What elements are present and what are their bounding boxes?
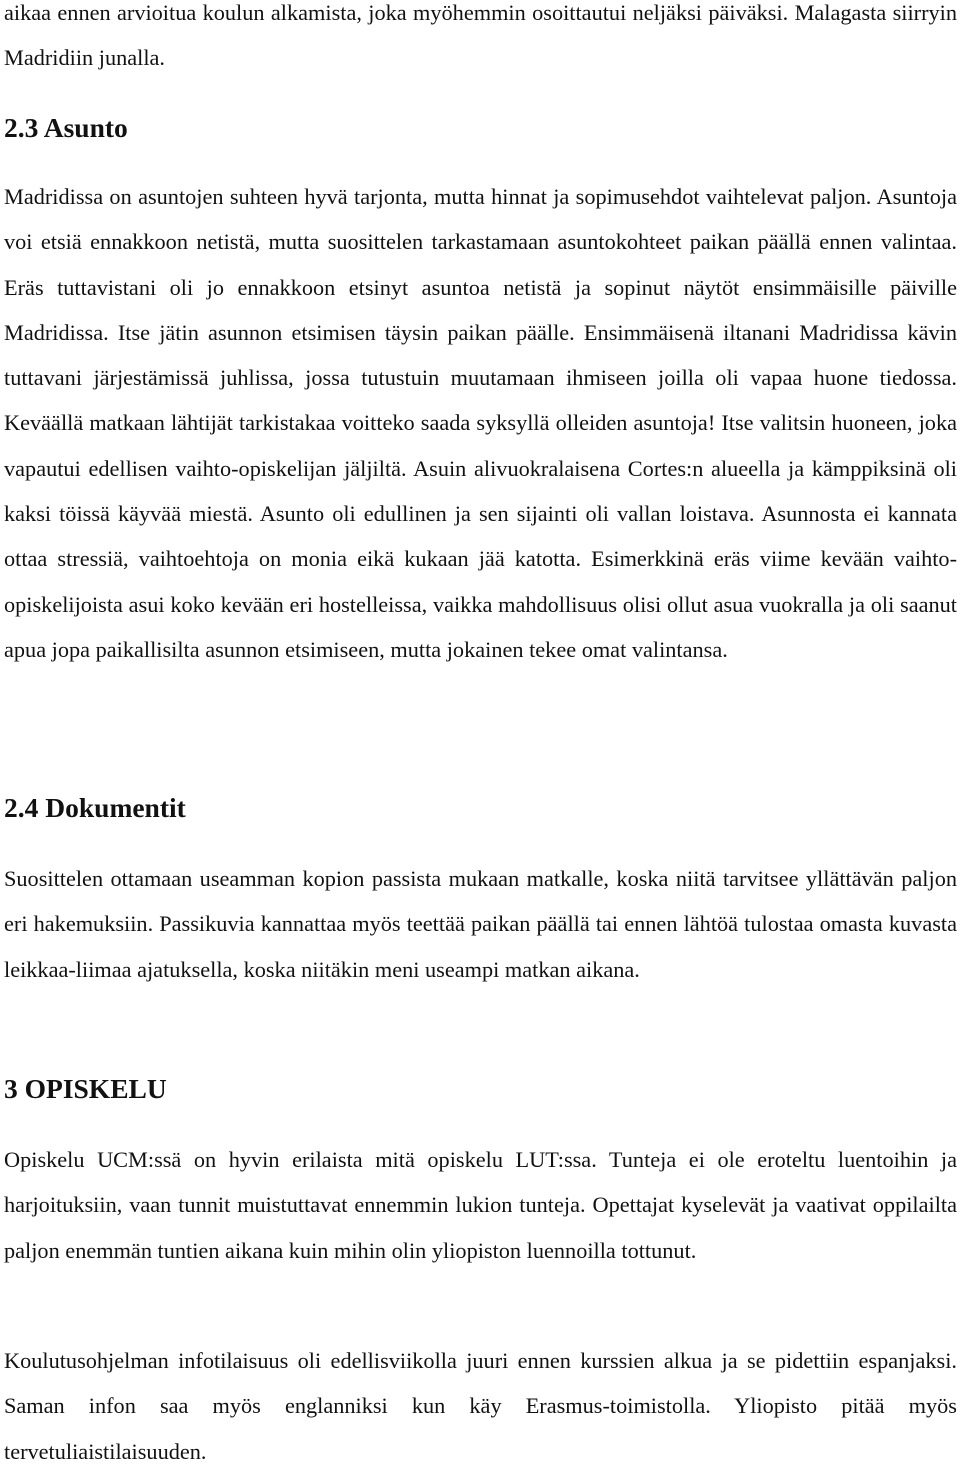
- section-heading-dokumentit: 2.4 Dokumentit: [4, 792, 186, 823]
- section-heading-asunto: 2.3 Asunto: [4, 112, 128, 143]
- section-heading-opiskelu: 3 OPISKELU: [4, 1073, 167, 1104]
- opiskelu-paragraph-2: Koulutusohjelman infotilaisuus oli edellisviikolla juuri ennen kurssien alkua ja se pidettiin espanjaksi. Saman infon saa myös englanniksi kun käy Erasmus-toimistolla. Yliopisto pitää myös tervetuliaistilaisuuden.: [4, 1348, 957, 1464]
- asunto-paragraph: Madridissa on asuntojen suhteen hyvä tarjonta, mutta hinnat ja sopimusehdot vaihtelevat paljon. Asuntoja voi etsiä ennakkoon netistä, mutta suosittelen tarkastamaan asuntokohteet paikan päällä ennen valintaa. Eräs tuttavistani oli jo ennakkoon etsinyt asuntoa netistä ja sopinut näytöt ensimmäisille päiville Madridissa. Itse jätin asunnon etsimisen täysin paikan päälle. Ensimmäisenä iltanani Madridissa kävin tuttavani järjestämissä juhlissa, jossa tutustuin muutamaan ihmiseen joilla oli vapaa huone tiedossa. Keväällä matkaan lähtijät tarkistakaa voitteko saada syksyllä olleiden asuntoja! Itse valitsin huoneen, joka vapautui edellisen vaihto-opiskelijan jäljiltä. Asuin alivuokralaisena Cortes:n alueella ja kämppiksinä oli kaksi töissä käyvää miestä. Asunto oli edullinen ja sen sijainti oli vallan loistava. Asunnosta ei kannata ottaa stressiä, vaihtoehtoja on monia eikä kukaan jää katotta. Esimerkkinä eräs viime kevään vaihto-opiskelijoista asui koko kevään eri hostelleissa, vaikka mahdollisuus olisi ollut asua vuokralla ja oli saanut apua jopa paikallisilta asunnon etsimiseen, mutta jokainen tekee omat valintansa.: [4, 184, 957, 662]
- dokumentit-paragraph: Suosittelen ottamaan useamman kopion passista mukaan matkalle, koska niitä tarvitsee yllättävän paljon eri hakemuksiin. Passikuvia kannattaa myös teettää paikan päällä tai ennen lähtöä tulostaa omasta kuvasta leikkaa-liimaa ajatuksella, koska niitäkin meni useampi matkan aikana.: [4, 866, 957, 982]
- intro-paragraph: aikaa ennen arvioitua koulun alkamista, joka myöhemmin osoittautui neljäksi päiväksi. Malagasta siirryin Madridiin junalla.: [4, 0, 957, 71]
- opiskelu-paragraph-1: Opiskelu UCM:ssä on hyvin erilaista mitä opiskelu LUT:ssa. Tunteja ei ole eroteltu luentoihin ja harjoituksiin, vaan tunnit muistuttavat ennemmin lukion tunteja. Opettajat kyselevät ja vaativat oppilailta paljon enemmän tuntien aikana kuin mihin olin yliopiston luennoilla tottunut.: [4, 1147, 957, 1263]
